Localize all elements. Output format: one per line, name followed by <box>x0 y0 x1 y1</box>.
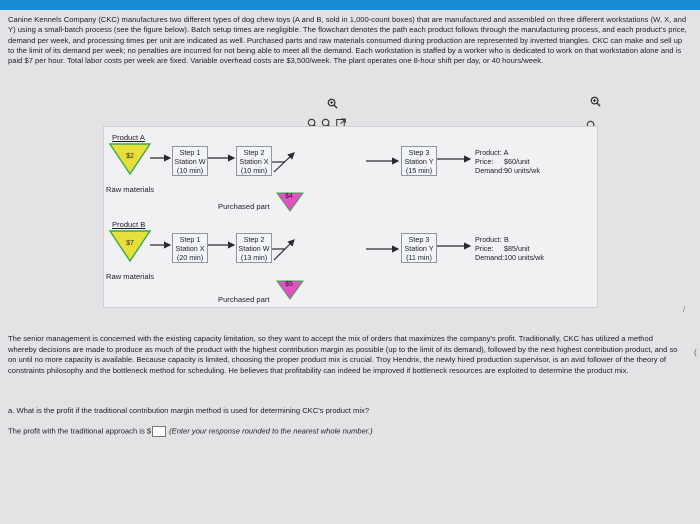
step-3-station-y-a: Step 3 Station Y (15 min) <box>401 146 437 176</box>
product-a-title: Product A <box>112 133 145 142</box>
product-a-info: Product: A Price: $60/unit Demand: 90 units/wk <box>475 148 540 175</box>
product-b-title: Product B <box>112 220 146 229</box>
answer-input[interactable] <box>152 426 166 437</box>
purchased-cost-b: $5 <box>285 281 293 288</box>
raw-cost-b: $7 <box>126 240 134 247</box>
step-1-station-x-b: Step 1 Station X (20 min) <box>172 233 208 263</box>
question-a: a. What is the profit if the traditional contribution margin method is used for determining CKC's product mix? <box>8 406 370 415</box>
raw-material-label-a: Raw materials <box>106 185 155 194</box>
management-text: The senior management is concerned with the existing capacity limitation, so they want to accept the mix of orders that maximizes the company's profit. Traditionally, CKC has utilized a method whereby decisions are made to produce as much of the product with the highest contribution margin as possible (up to the limit of its demand), followed by the next highest contribution product, and so on until no more capacity is available. Because capacity is limited, choosing the proper product mix is crucial. Troy Hendrix, the newly hired production supervisor, is an avid follower of the theory of constraints philosophy and the bottleneck method for scheduling. He believes that profitability can indeed be improved if bottleneck resources are exploited to determine the product mix. <box>8 334 678 375</box>
problem-intro-text: Canine Kennels Company (CKC) manufactures two different types of dog chew toys (A and B, sold in 1,000-count boxes) that are manufactured and assembled on three different workstations (W, X, and Y) using a small-batch process (see the figure below). Batch setup times are negligible. The flowchart denotes the path each product follows through the manufacturing process, and each product's price, demand per week, and processing times per unit are indicated as well. Purchased parts and raw materials consumed during production are represented by inverted triangles. CKC can make and sell up to the limit of its demand per week; no penalties are incurred for not being able to meet all the demand. Each workstation is staffed by a worker who is dedicated to work on that workstation alone and is paid $7 per hour. Total labor costs per week are fixed. Variable overhead costs are $3,500/week. The plant operates one 8-hour shift per day, or 40 hours/week. <box>8 15 687 66</box>
side-mark: / <box>683 305 686 314</box>
purchased-cost-a: $4 <box>285 193 293 200</box>
arrow-merge-diag-b <box>274 240 294 260</box>
answer-hint: (Enter your response rounded to the nearest whole number.) <box>169 426 373 436</box>
answer-line <box>8 426 373 437</box>
answer-prefix: The profit with the traditional approach is $ <box>8 426 152 436</box>
step-2-station-x-a: Step 2 Station X (10 min) <box>236 146 272 176</box>
side-mark: ( <box>694 348 697 357</box>
product-b-info: Product: B Price: $85/unit Demand: 100 units/wk <box>475 235 544 262</box>
purchased-part-label-b: Purchased part <box>218 295 270 304</box>
step-1-station-w-a: Step 1 Station W (10 min) <box>172 146 208 176</box>
step-2-station-w-b: Step 2 Station W (13 min) <box>236 233 272 263</box>
purchased-part-label-a: Purchased part <box>218 202 270 211</box>
step-3-station-y-b: Step 3 Station Y (11 min) <box>401 233 437 263</box>
raw-material-label-b: Raw materials <box>106 272 155 281</box>
raw-cost-a: $2 <box>126 153 134 160</box>
